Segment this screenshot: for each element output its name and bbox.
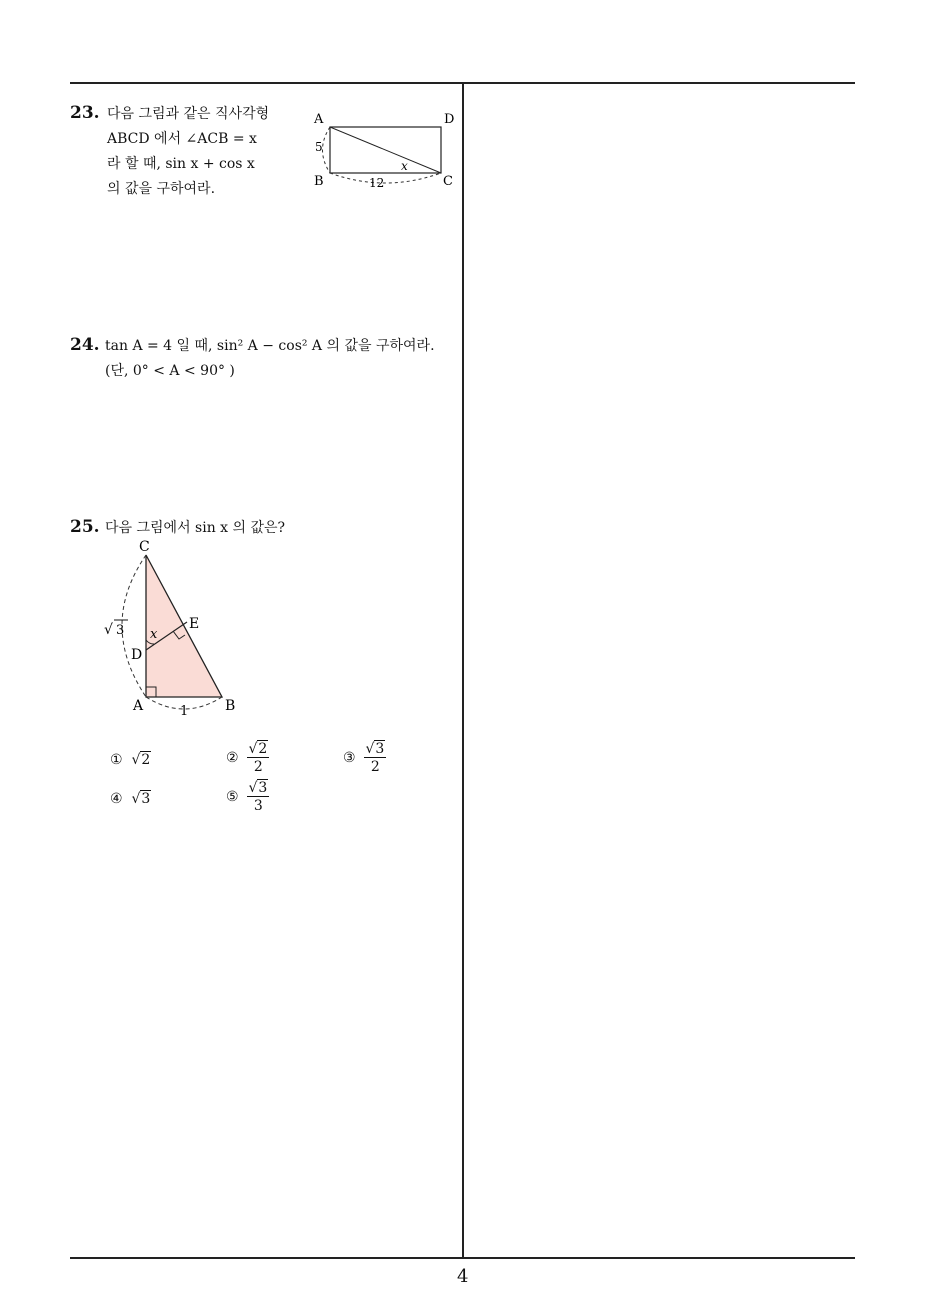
choice-mark: ③ <box>343 750 356 766</box>
page-number: 4 <box>457 1266 469 1287</box>
label-a: A <box>314 112 324 127</box>
choice-mark: ④ <box>110 791 123 807</box>
column-divider <box>462 82 464 1258</box>
label-side-ab: 1 <box>180 704 189 719</box>
choice-mark: ② <box>226 750 239 766</box>
label-side-ac: 3 <box>116 623 125 638</box>
question-line: 라 할 때, sin x + cos x <box>107 156 255 172</box>
question-text <box>107 102 269 202</box>
question-text <box>105 334 435 384</box>
question-number: 25. <box>70 517 100 537</box>
side-ac-brace <box>122 555 146 697</box>
choice-mark: ⑤ <box>226 789 239 805</box>
choice-value: $\frac{√3}{3}$ <box>248 780 268 814</box>
label-a: A <box>133 698 144 714</box>
label-side-ab: 5 <box>315 140 323 154</box>
label-angle-x: x <box>401 159 408 173</box>
choice-mark: ① <box>110 752 123 768</box>
choice-4[interactable] <box>110 791 151 807</box>
choice-2[interactable] <box>226 742 269 774</box>
choice-3[interactable] <box>343 742 386 774</box>
choice-value: √2 <box>131 752 151 768</box>
question-line: (단, 0° < A < 90° ) <box>105 363 235 379</box>
sqrt-sign: √ <box>104 622 113 638</box>
question-line: 의 값을 구하여라. <box>107 181 216 197</box>
question-number: 23. <box>70 103 100 123</box>
bottom-rule <box>70 1257 855 1259</box>
question-line: 다음 그림에서 sin x 의 값은? <box>105 520 286 536</box>
label-e: E <box>189 616 200 632</box>
choice-value: $\frac{√2}{2}$ <box>248 741 268 775</box>
triangle-abc <box>146 555 222 697</box>
side-ab-brace <box>323 127 331 173</box>
triangle-figure <box>98 535 248 720</box>
question-line: ABCD 에서 ∠ACB = x <box>107 131 257 147</box>
label-b: B <box>225 698 236 714</box>
choice-1[interactable] <box>110 752 151 768</box>
label-c: C <box>139 539 150 555</box>
question-line: 다음 그림과 같은 직사각형 <box>107 106 270 122</box>
label-side-bc: 12 <box>369 176 385 190</box>
diagonal-ac <box>330 127 441 173</box>
label-angle-x: x <box>150 627 158 642</box>
rectangle-figure <box>305 105 465 195</box>
question-line: tan A = 4 일 때, sin² A − cos² A 의 값을 구하여라. <box>105 338 435 354</box>
label-d: D <box>444 112 455 127</box>
choice-value: $\frac{√3}{2}$ <box>365 741 385 775</box>
label-d: D <box>131 647 143 663</box>
question-number: 24. <box>70 335 100 355</box>
choice-5[interactable] <box>226 781 269 813</box>
label-b: B <box>314 174 324 189</box>
choice-value: √3 <box>131 791 151 807</box>
label-c: C <box>443 174 453 189</box>
side-bc-brace <box>330 173 441 183</box>
